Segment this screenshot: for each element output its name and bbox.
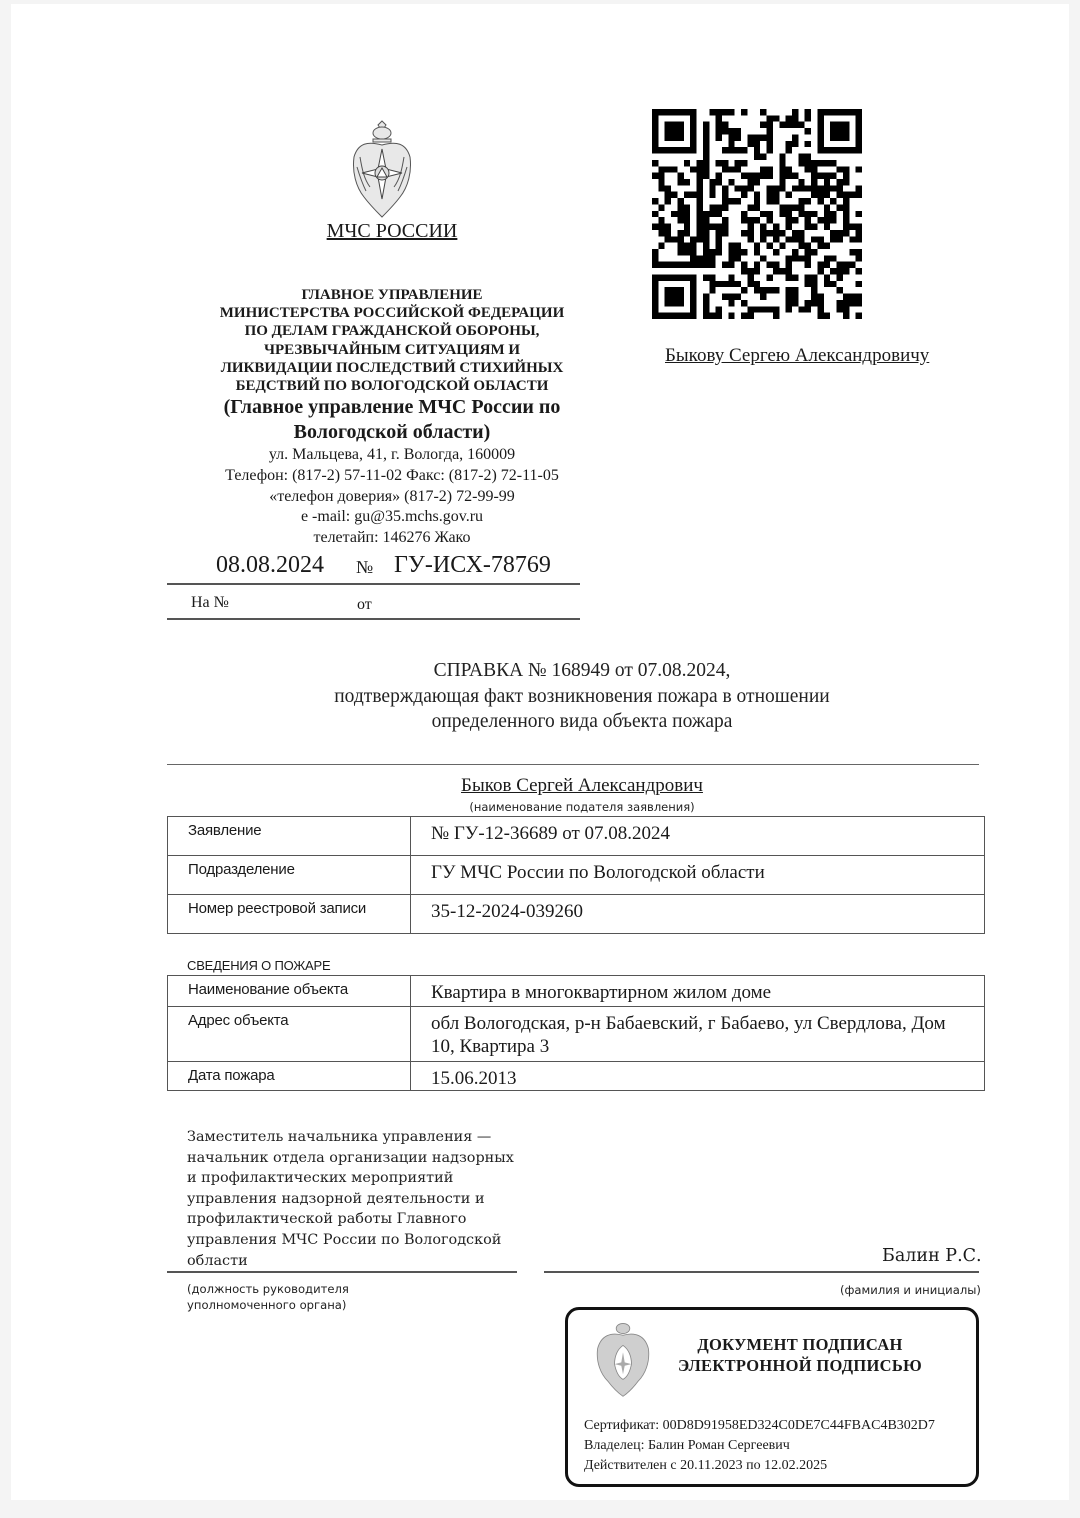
row-label: Наименование объекта [168, 976, 411, 1007]
mchs-emblem-icon [348, 117, 416, 222]
fire-info-table [167, 975, 985, 1091]
agency-name: МЧС РОССИИ [326, 220, 458, 242]
org-line: МИНИСТЕРСТВА РОССИЙСКОЙ ФЕДЕРАЦИИ [219, 305, 565, 322]
table-row [168, 895, 985, 934]
table-row [168, 1062, 985, 1091]
stamp-title-line: ЭЛЕКТРОННОЙ ПОДПИСЬЮ [678, 1356, 922, 1375]
org-email[interactable]: e -mail: gu@35.mchs.gov.ru [300, 508, 484, 526]
org-teletype: телетайп: 146276 Жако [313, 529, 471, 547]
row-label: Дата пожара [168, 1062, 411, 1091]
divider [167, 764, 979, 765]
e-signature-stamp [565, 1307, 979, 1487]
org-line: ЧРЕЗВЫЧАЙНЫМ СИТУАЦИЯМ И [263, 341, 521, 358]
org-line: БЕДСТВИЙ ПО ВОЛОГОДСКОЙ ОБЛАСТИ [235, 378, 549, 395]
recipient-name: Быкову Сергею Александровичу [665, 345, 930, 366]
position-line: Заместитель начальника управления — [187, 1129, 492, 1145]
row-label: Подразделение [168, 856, 411, 895]
table-row [168, 1007, 985, 1062]
table-row [168, 856, 985, 895]
org-short-name [181, 395, 603, 445]
row-label: Номер реестровой записи [168, 895, 411, 934]
position-line: области [187, 1252, 248, 1269]
document-page [11, 4, 1069, 1500]
org-short-line: Вологодской области) [293, 421, 491, 443]
row-value: обл Вологодская, р-н Бабаевский, г Бабаево, ул Свердлова, Дом 10, Квартира 3 [411, 1007, 985, 1062]
org-hotline: «телефон доверия» (817-2) 72-99-99 [269, 487, 515, 505]
position-line: управления МЧС России по Вологодской [187, 1231, 502, 1248]
org-full-name [181, 286, 603, 395]
org-address: ул. Мальцева, 41, г. Вологда, 160009 [268, 446, 516, 463]
divider [167, 1271, 517, 1273]
org-short-line: (Главное управление МЧС России по [223, 396, 561, 418]
position-line: и профилактических мероприятий [187, 1170, 454, 1187]
title-line: определенного вида объекта пожара [431, 711, 733, 732]
title-line: СПРАВКА № 168949 от 07.08.2024, [433, 660, 731, 681]
stamp-details [584, 1416, 935, 1476]
divider [167, 618, 580, 620]
outgoing-date: 08.08.2024 [216, 552, 324, 578]
mchs-emblem-icon [594, 1320, 652, 1398]
position-caption [187, 1281, 349, 1313]
org-line: ЛИКВИДАЦИИ ПОСЛЕДСТВИЙ СТИХИЙНЫХ [220, 359, 564, 376]
row-label: Заявление [168, 817, 411, 856]
applicant-caption: (наименование подателя заявления) [469, 800, 695, 814]
position-line: профилактической работы Главного [187, 1211, 467, 1228]
certificate-id: Сертификат: 00D8D91958ED324C0DE7C44FBAC4B302D7 [584, 1418, 935, 1433]
document-title [211, 658, 953, 735]
position-line: управления надзорной деятельности и [187, 1190, 485, 1207]
outgoing-number: ГУ-ИСХ-78769 [394, 552, 551, 578]
org-contacts [181, 445, 603, 549]
caption-line: (должность руководителя [187, 1282, 349, 1296]
row-label: Адрес объекта [168, 1007, 411, 1062]
row-value: № ГУ-12-36689 от 07.08.2024 [411, 817, 985, 856]
caption-line: уполномоченного органа) [187, 1298, 347, 1312]
application-table [167, 816, 985, 934]
row-value: 15.06.2013 [411, 1062, 985, 1091]
table-row [168, 976, 985, 1007]
org-line: ПО ДЕЛАМ ГРАЖДАНСКОЙ ОБОРОНЫ, [244, 323, 540, 340]
certificate-validity: Действителен с 20.11.2023 по 12.02.2025 [584, 1458, 828, 1473]
org-line: ГЛАВНОЕ УПРАВЛЕНИЕ [301, 287, 483, 303]
signer-caption: (фамилия и инициалы) [840, 1283, 981, 1297]
stamp-title-line: ДОКУМЕНТ ПОДПИСАН [697, 1335, 903, 1354]
divider [167, 583, 580, 585]
fire-section-caption: СВЕДЕНИЯ О ПОЖАРЕ [187, 958, 331, 973]
title-line: подтверждающая факт возникновения пожара в отношении [334, 685, 830, 707]
number-sign: № [356, 557, 374, 577]
table-row [168, 817, 985, 856]
applicant-name: Быков Сергей Александрович [461, 775, 703, 796]
stamp-title [660, 1334, 940, 1376]
signer-position [187, 1127, 527, 1271]
position-line: начальник отдела организации надзорных [187, 1149, 514, 1166]
org-phones: Телефон: (817-2) 57-11-02 Факс: (817-2) 72-11-05 [225, 466, 559, 484]
reference-number-label: На № [191, 594, 229, 611]
qr-code-icon[interactable] [652, 109, 862, 319]
row-value: 35-12-2024-039260 [411, 895, 985, 934]
row-value: ГУ МЧС России по Вологодской области [411, 856, 985, 895]
row-value: Квартира в многоквартирном жилом доме [411, 976, 985, 1007]
signer-name: Балин Р.С. [882, 1246, 982, 1266]
reference-date-label: от [357, 596, 372, 613]
certificate-owner: Владелец: Балин Роман Сергеевич [584, 1438, 790, 1453]
divider [544, 1271, 979, 1273]
